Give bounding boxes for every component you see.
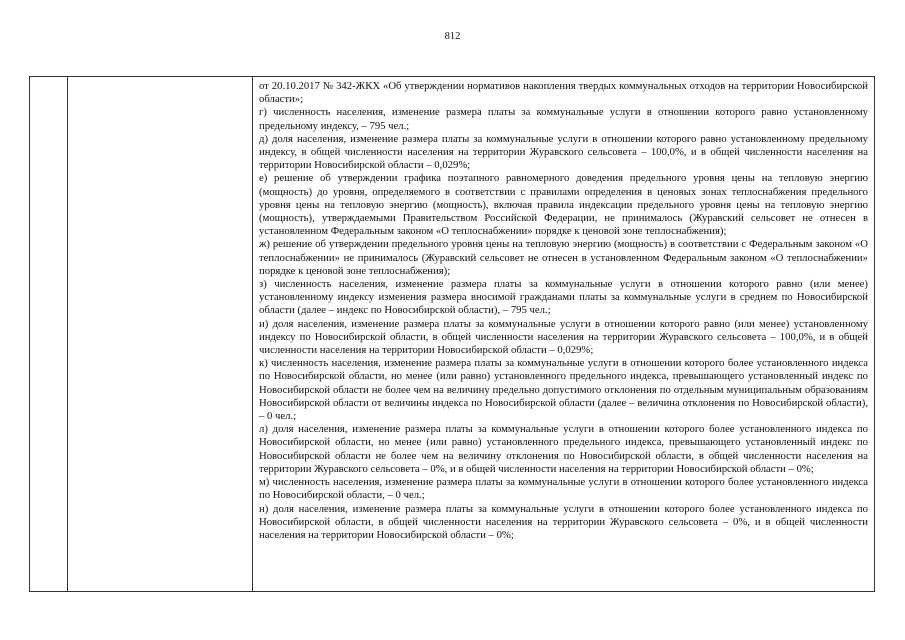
paragraph-m: м) численность населения, изменение размера платы за коммунальные услуги в отношении которого более установленного индекса по Новосибирской области, – 0 чел.; — [259, 476, 868, 502]
document-table — [29, 76, 875, 592]
paragraph-g: г) численность населения, изменение размера платы за коммунальные услуги в отношении которого равно установленному предельному индексу, – 795 чел.; — [259, 106, 868, 132]
paragraph-intro: от 20.10.2017 № 342-ЖКХ «Об утверждении нормативов накопления твердых коммунальных отходов на территории Новосибирской области»; — [259, 80, 868, 106]
paragraph-l: л) доля населения, изменение размера платы за коммунальные услуги в отношении которого более установленного индекса по Новосибирской области, но менее (или равно) установленного предельного индекса, превышающего установленный индекс по Новосибирской области не более чем на величину отклонения по Новосибирской области, в общей численности населения на территории Журавского сельсовета – 0%, и в общей численности населения на территории Новосибирской области – 0%; — [259, 423, 868, 475]
paragraph-zh: ж) решение об утверждении предельного уровня цены на тепловую энергию (мощность) в соответствии с Федеральным законом «О теплоснабжении» не принималось (Журавский сельсовет не отнесен в установленном Федеральным законом «О теплоснабжении» порядке к ценовой зоне теплоснабжения); — [259, 238, 868, 277]
paragraph-i: и) доля населения, изменение размера платы за коммунальные услуги в отношении которого равно (или менее) установленному индексу по Новосибирской области, в общей численности населения на территории Журавского сельсовета – 100,0%, и в общей численности населения на территории Новосибирской области – 0,029%; — [259, 317, 868, 357]
paragraph-d: д) доля населения, изменение размера платы за коммунальные услуги в отношении которого равно установленному предельному индексу, в общей численности населения на территории Журавского сельсовета – 100,0%, и в общей численности населения на территории Новосибирской области – 0,029%; — [259, 132, 868, 172]
table-column-content — [253, 77, 874, 591]
paragraph-z: з) численность населения, изменение размера платы за коммунальные услуги в отношении которого равно (или менее) установленному индексу изменения размера вносимой гражданами платы за коммунальные услуги в среднем по Новосибирской области (далее – индекс по Новосибирской области), – 795 чел.; — [259, 278, 868, 317]
table-column-number — [30, 77, 68, 591]
paragraph-n: н) доля населения, изменение размера платы за коммунальные услуги в отношении которого более установленного индекса по Новосибирской области, в общей численности населения на территории Журавского сельсовета – 0%, и в общей численности населения на территории Новосибирской области – 0%; — [259, 502, 868, 541]
page-number: 812 — [444, 31, 461, 42]
table-column-name — [67, 77, 253, 591]
paragraph-e: е) решение об утверждении графика поэтапного равномерного доведения предельного уровня цены на тепловую энергию (мощность) до уровня, определяемого в соответствии с правилами определения в ценовых зонах теплоснабжения предельного уровня цены на тепловую энергию (мощность), включая правила индексации предельного уровня цены на тепловую энергию (мощность), утверждаемыми Правительством Российской Федерации, не принималось (Журавский сельсовет не отнесен в установленном Федеральным законом «О теплоснабжении» порядке к ценовой зоне теплоснабжения); — [259, 172, 868, 238]
paragraph-k: к) численность населения, изменение размера платы за коммунальные услуги в отношении которого более установленного индекса по Новосибирской области, но менее (или равно) установленного предельного индекса, превышающего установленный индекс по Новосибирской области не более чем на величину предельно допустимого отклонения по отдельным муниципальным образованиям Новосибирской области от величины индекса по Новосибирской области (далее – величина отклонения по Новосибирской области), – 0 чел.; — [259, 357, 868, 423]
